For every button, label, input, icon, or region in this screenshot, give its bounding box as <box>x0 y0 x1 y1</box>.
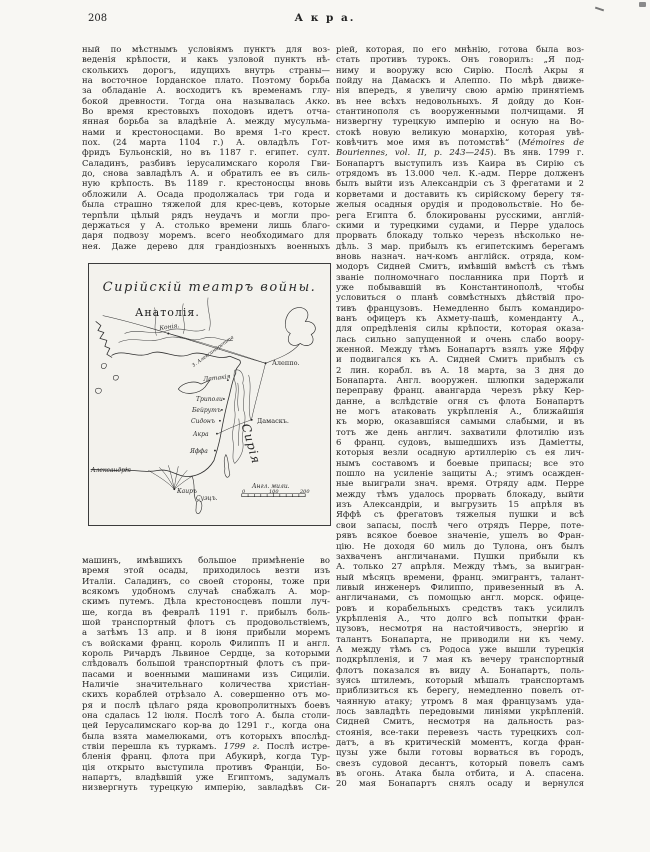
map-place-label: 200 <box>300 488 310 495</box>
text-line: ше, когда въ февралѣ 1191 г. прибылъ боль- <box>82 607 330 618</box>
text-line: машинъ, имѣвшихъ большое примѣненіе во <box>82 555 330 566</box>
left-column <box>82 45 330 794</box>
text-line: Саладинъ, разбивъ іерусалимскаго короля Гви- <box>82 158 330 169</box>
text-line: 2 лин. корабл. въ А. 18 марта, за 3 дня до <box>336 365 584 376</box>
text-line: скими и турецкими судами, и Перре удалось <box>336 220 584 231</box>
text-line: стантинополя съ вооруженными полчищами. Я <box>336 107 584 118</box>
text-line: лась сильно запущенной и очень слабо воору- <box>336 334 584 345</box>
map-place-label: Конія. <box>159 322 180 332</box>
text-line: она сдалась 12 іюля. Послѣ того А. была столи- <box>82 711 330 722</box>
text-line: къ морю, оказавшіяся самыми слабыми, и въ <box>336 417 584 428</box>
text-line: тивъ французовъ. Немедленно былъ командиро- <box>336 303 584 314</box>
text-line: цію. Не доходя 60 миль до Тулона, онъ былъ <box>336 541 584 552</box>
anatolia-west-coast <box>96 321 112 357</box>
map-drawing <box>89 264 330 525</box>
text-line: свои запасы, послѣ чего отрядъ Перре, поте- <box>336 520 584 531</box>
river-loop <box>285 307 315 345</box>
text-line: подкрѣпленія, и 7 мая къ вечеру транспортный <box>336 655 584 666</box>
text-line: скимъ путемъ. Дѣла крестоносцевъ пошли луч- <box>82 597 330 608</box>
text-line: желыя осадныя орудія и продовольствіе. Но бе- <box>336 200 584 211</box>
text-line: Наличіе значительнаго количества христіан- <box>82 680 330 690</box>
text-line: дѣль. 3 мар. прибылъ къ египетскимъ берегамъ <box>336 241 584 252</box>
text-line: за обладаніе А. восходитъ къ временамъ глу- <box>82 86 330 97</box>
text-line: на восточное Іорданское плато. Поэтому борьба <box>82 76 330 87</box>
text-line: данне, а вслѣдствіе огня съ флота Бонапартъ <box>336 396 584 407</box>
text-line: модоръ Сидней Смитъ, имѣвшій вмѣстѣ съ тѣмъ <box>336 262 584 273</box>
map-place-label: Акра <box>193 430 209 438</box>
text-line: Бонапарта. Англ. вооружен. шлюпки задержали <box>336 376 584 386</box>
text-line: была страшно тяжелой для крес-цевъ, которые <box>82 200 330 211</box>
island <box>113 375 118 380</box>
text-line: флотъ показался въ виду А. Бонапартъ, поль- <box>336 665 584 676</box>
text-line: нами и крестоносцами. Во время 1-го крест. <box>82 127 330 138</box>
text-line: А. только 27 апрѣля. Между тѣмъ, за выигран- <box>336 562 584 573</box>
text-line: чаянную атаку; утромъ 8 мая французамъ уда- <box>336 696 584 707</box>
map-place-label: 0 <box>242 488 246 495</box>
text-line: А между тѣмъ съ Родоса уже вышли турецкія <box>336 644 584 655</box>
text-line: король Ричардъ Львиное Сердце, за которыми <box>82 648 330 659</box>
text-line: фридъ Бульонскій, но въ 1187 г. египет. султ. <box>82 148 330 159</box>
text-line: Во время крестовыхъ походовъ идетъ отча- <box>82 107 330 118</box>
text-line: ливый инженеръ Филиппо, привезенный въ А. <box>336 582 584 593</box>
map-place-label: Англ. мили. <box>252 482 290 490</box>
text-line: рега Египта б. блокированы русскими, англій- <box>336 210 584 221</box>
text-line: ція открыто выступила противъ Франціи, Бо- <box>82 762 330 773</box>
text-line: бленія франц. флота при Абукирѣ, когда Тур- <box>82 752 330 763</box>
map-place-label: Каиръ <box>177 487 197 495</box>
text-line: датъ, а въ критическій моментъ, когда фран- <box>336 738 584 749</box>
map-place-label: Сирія <box>238 421 264 466</box>
text-line: стоянія, все-таки перевезъ часть турецкихъ сол- <box>336 727 584 738</box>
text-line: пойду на Дамаскъ и Алеппо. По мѣрѣ движе- <box>336 76 584 87</box>
text-line: янная борьба за владѣніе А. между мусульма- <box>82 117 330 128</box>
text-line: терпѣли цѣлый рядъ неудачъ и могли про- <box>82 210 330 221</box>
text-line: а затѣмъ 13 апр. и 8 іюня прибыли моремъ <box>82 628 330 639</box>
text-line: приблизиться къ берегу, немедленно повелъ от- <box>336 686 584 697</box>
map-place-label: Бейрутъ <box>192 406 221 414</box>
map-place-label: 100 <box>269 488 279 495</box>
text-line: отрядомъ въ 13.000 чел. К.-адм. Перре долженъ <box>336 169 584 180</box>
text-line: всякомъ удобномъ случаѣ снабжалъ А. мор- <box>82 586 330 597</box>
text-line: время этой осады, приходилось везти изъ <box>82 566 330 577</box>
nile-delta-channels <box>149 465 193 489</box>
text-line: лось завладѣть передовыми линіями укрѣпленій. <box>336 707 584 717</box>
map-place-label: Суэцъ. <box>196 494 218 502</box>
text-line: напартъ, владѣвшій уже Египтомъ, задумалъ <box>82 773 330 784</box>
text-line: бокой древности. Тогда она называлась Акко. <box>82 96 330 107</box>
island <box>101 363 106 368</box>
text-line: талантъ Бонапарта, не приводили ни къ чему. <box>336 634 584 645</box>
text-line: цузовъ, несмотря на настойчивость, энергію и <box>336 624 584 635</box>
text-line: до, снова завладѣлъ А. и обратилъ ее въ силь- <box>82 169 330 180</box>
map-figure <box>88 263 331 526</box>
dead-sea <box>224 454 230 477</box>
right-column-text <box>336 45 584 790</box>
text-line: низвергнуть турецкую имперію, завладѣвъ Си- <box>82 783 330 794</box>
text-line: захваченъ англичанами. Пушки прибыли къ <box>336 551 584 562</box>
map-place-label: Сидонъ <box>191 417 215 425</box>
text-line: съ войсками франц. король Филиппъ II и англ. <box>82 638 330 649</box>
text-line: ный по мѣстнымъ условіямъ пунктъ для воз- <box>82 45 330 55</box>
text-line: даря подвозу моремъ. всего необходимаго для <box>82 231 330 242</box>
text-line: ванъ офицеръ къ Ахмету-пашѣ, коменданту А., <box>336 313 584 324</box>
red-sea-tip <box>196 501 202 514</box>
text-line: низвергну турецкую имперію и осную на Во- <box>336 117 584 128</box>
map-place-label: Алеппо. <box>272 358 300 367</box>
text-line: слѣдовалъ большой транспортный флотъ съ при- <box>82 659 330 670</box>
text-line: и подвигался къ А. Сидней Смитъ прибылъ съ <box>336 355 584 366</box>
text-line: въ огонь. Атака была отбита, и А. спасена. <box>336 769 584 780</box>
map-place-label: Дамаскъ. <box>257 416 289 425</box>
right-column <box>336 45 584 790</box>
text-line: Италіи. Саладинъ, со своей стороны, тоже при <box>82 576 330 587</box>
text-line: прорвать блокаду только черезъ нѣсколько не- <box>336 231 584 242</box>
text-line: тотъ же день англич. захватили флотилію изъ <box>336 427 584 438</box>
text-line: скихъ кораблей отрѣзало А. совершенно отъ мо- <box>82 690 330 701</box>
scan-artifact <box>639 2 646 7</box>
text-line: стокѣ новую великую монархію, которая увѣ- <box>336 127 584 138</box>
text-line: цей Іерусалимскаго кор-ва до 1291 г., когда она <box>82 721 330 732</box>
road-aleppo-damascus <box>252 363 266 419</box>
text-line: свезъ судовой десантъ, который повелъ самъ <box>336 758 584 769</box>
text-line: въ нее всѣхъ недовольныхъ. Я дойду до Кон- <box>336 96 584 107</box>
map-place-label: Латакія <box>203 373 231 383</box>
text-line: ниму и вооружу всю Сирію. Послѣ Акры я <box>336 65 584 76</box>
text-line: которыя везли осадную артиллерію съ ея лич- <box>336 448 584 459</box>
text-line: ную крѣпость. Въ 1189 г. крестоносцы вновь <box>82 179 330 190</box>
text-line: между тѣмъ удалось прорвать блокаду, выйти <box>336 489 584 500</box>
text-line: пасами и военными машинами изъ Сициліи. <box>82 669 330 680</box>
text-line: изъ Александріи, и выгрузить 15 апрѣля въ <box>336 500 584 511</box>
text-line: корветами и доставить къ сирійскому берегу тя- <box>336 189 584 200</box>
map-place-label: Яффа <box>190 447 208 455</box>
text-line: сколькихъ дорогъ, идущихъ внутрь страны— <box>82 65 330 76</box>
left-column-text-bottom <box>82 556 330 794</box>
text-line: ріей, которая, по его мнѣнію, готова была воз- <box>336 45 584 55</box>
text-line: нымъ составомъ и боевые припасы; все это <box>336 458 584 469</box>
map-place-label: З. Александретта <box>191 334 236 369</box>
text-line: вновь назнач. нач-комъ англійск. отряда, ком- <box>336 251 584 262</box>
text-line: укрѣпленія А., что долго всѣ попытки фран- <box>336 613 584 624</box>
text-line: была взята мамелюками, отъ которыхъ впослѣд- <box>82 731 330 742</box>
text-line: ря и послѣ цѣлаго ряда кровопролитныхъ боевъ <box>82 700 330 711</box>
text-line: 20 мая Бонапартъ снялъ осаду и вернулся <box>336 779 584 790</box>
map-region-label: Анатолія. <box>135 305 200 319</box>
map-place-label: Триполи <box>196 395 223 403</box>
text-line: званіе полномочнаго посланника при Портѣ и <box>336 272 584 283</box>
text-line: ковѣчитъ мое имя въ потомствѣ“ (Mémoires de <box>336 138 584 149</box>
text-line: Сидней Смитъ, несмотря на дальность раз- <box>336 717 584 728</box>
text-line: для опредѣленія силы крѣпости, которая оказа- <box>336 324 584 335</box>
text-line: Bouriennes, vol. II, p. 243—245). Въ янв. 1799 г. <box>336 148 584 159</box>
text-line: былъ выйти изъ Александріи съ 3 фрегатами и 2 <box>336 179 584 190</box>
text-line: шой транспортный флотъ съ продовольствіемъ, <box>82 617 330 628</box>
text-line: держаться у А. столько времени лишь благо- <box>82 220 330 231</box>
page-header: А к р а. <box>294 12 356 24</box>
text-line: обложили А. Осада продолжалась три года и <box>82 189 330 200</box>
map-title: Сирійскій театръ войны. <box>102 279 317 295</box>
text-line: ные выиграли знач. время. Отряду адм. Перре <box>336 479 584 490</box>
text-line: нея. Даже дерево для грандіозныхъ военныхъ <box>82 241 330 252</box>
page-number: 208 <box>88 13 108 24</box>
text-line: Яффѣ съ фрегатовъ тяжелыя пушки и всѣ <box>336 510 584 521</box>
mediterranean-coastline <box>91 352 240 476</box>
text-line: ствіи перешла къ туркамъ. 1799 г. Послѣ истре- <box>82 742 330 753</box>
text-line: рявъ всякое боевое значеніе, ушелъ во Фран- <box>336 531 584 542</box>
map-place-label: Александрія <box>91 466 131 474</box>
text-line: ный мѣсяцъ времени, франц. эмигрантъ, талант- <box>336 572 584 583</box>
text-line: зуясь штилемъ, который мѣшалъ транспортамъ <box>336 675 584 686</box>
text-line: пошло на усиленіе защиты А.; этимъ осажден- <box>336 469 584 480</box>
text-line: пох. (24 марта 1104 г.) А. овладѣлъ Гот- <box>82 138 330 149</box>
text-line: веденія крѣпости, и какъ узловой пунктъ нѣ- <box>82 55 330 66</box>
text-line: уже побывавшій въ Константинополѣ, чтобы <box>336 282 584 293</box>
left-column-text-top <box>82 45 330 252</box>
text-line: цузы уже были готовы ворваться въ городъ, <box>336 748 584 759</box>
text-line: ровъ и корабельныхъ средствъ такъ усилилъ <box>336 603 584 614</box>
text-line: переправу франц. авангарда черезъ рѣку Кер- <box>336 386 584 397</box>
text-line: англичанами, съ помощью англ. морск. офице- <box>336 593 584 604</box>
text-line: условиться о планѣ совмѣстныхъ дѣйствій про- <box>336 293 584 304</box>
text-line: 6 франц. судовъ, вышедшихъ изъ Даміетты, <box>336 438 584 449</box>
text-line: Бонапартъ выступилъ изъ Каира въ Сирію съ <box>336 158 584 169</box>
island <box>95 388 101 393</box>
text-line: стать противъ турокъ. Онъ говорилъ: „Я под- <box>336 55 584 66</box>
text-line: женной. Между тѣмъ Бонапартъ взялъ уже Яффу <box>336 344 584 355</box>
text-line: нія впередъ, я увеличу свою армію принятіемъ <box>336 86 584 97</box>
text-line: не могъ атаковать укрѣпленія А., ближайшія <box>336 407 584 418</box>
scan-artifact <box>595 7 604 12</box>
